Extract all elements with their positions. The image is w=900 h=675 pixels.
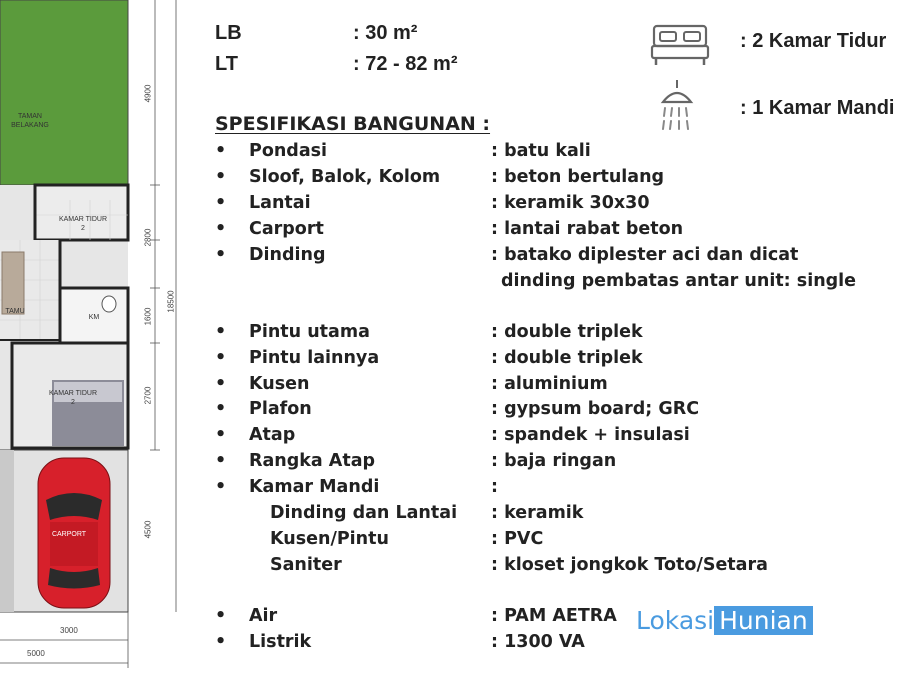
spec-label: Atap	[249, 425, 296, 445]
spec-value: : PAM AETRA	[491, 606, 617, 626]
bullet-icon: •	[215, 374, 227, 394]
spec-subitem	[215, 529, 895, 555]
spec-value: : batako diplester aci dan dicat	[491, 245, 799, 265]
dimension-2800: 2800	[143, 228, 153, 247]
spec-value: : spandek + insulasi	[491, 425, 690, 445]
spec-value: : baja ringan	[491, 451, 617, 471]
watermark-part-2: Hunian	[714, 606, 813, 635]
bullet-icon: •	[215, 322, 227, 342]
spec-value: : 1300 VA	[491, 632, 585, 652]
spec-label: Kamar Mandi	[249, 477, 380, 497]
spec-label: Air	[249, 606, 278, 626]
bullet-icon: •	[215, 477, 227, 497]
spec-label: Pintu utama	[249, 322, 370, 342]
spec-item	[215, 348, 895, 374]
spec-item	[215, 322, 895, 348]
room-label-tamu: TAMU	[5, 308, 25, 315]
dimension-2700: 2700	[143, 386, 153, 405]
bullet-icon: •	[215, 141, 227, 161]
bullet-icon: •	[215, 606, 227, 626]
spec-item	[215, 374, 895, 400]
spec-label: Listrik	[249, 632, 312, 652]
spec-value: : keramik	[491, 503, 584, 523]
spec-label: Kusen/Pintu	[270, 529, 389, 549]
room-label-carport: CARPORT	[51, 531, 87, 538]
spec-value: : batu kali	[491, 141, 591, 161]
bullet-icon: •	[215, 425, 227, 445]
spec-item	[215, 141, 895, 167]
dimension-1600: 1600	[143, 307, 153, 326]
watermark-part-1: Lokasi	[636, 606, 715, 635]
kamar-tidur-info: : 2 Kamar Tidur	[740, 30, 887, 52]
bullet-icon: •	[215, 632, 227, 652]
spec-value: :	[491, 477, 498, 497]
area-lt-key: LT	[215, 53, 238, 75]
spec-value: : double triplek	[491, 322, 643, 342]
spec-label: Dinding	[249, 245, 326, 265]
spec-subitem	[215, 555, 895, 581]
area-lb-value: : 30 m²	[353, 22, 418, 44]
spec-item	[215, 219, 895, 245]
bullet-icon: •	[215, 219, 227, 239]
dimension-3000: 3000	[60, 626, 78, 635]
spec-label: Dinding dan Lantai	[270, 503, 458, 523]
spec-label: Kusen	[249, 374, 310, 394]
room-label-kamar-tidur-top: KAMAR TIDUR 2	[58, 216, 108, 232]
dimension-4500: 4500	[143, 520, 153, 539]
room-label-km: KM	[88, 314, 100, 321]
spec-label: Pondasi	[249, 141, 328, 161]
spec-value: : gypsum board; GRC	[491, 399, 700, 419]
spec-label: Carport	[249, 219, 324, 239]
dimension-18500: 18500	[166, 290, 176, 313]
bullet-icon: •	[215, 399, 227, 419]
bed-icon	[650, 20, 710, 68]
floor-plan-drawing	[0, 0, 185, 675]
spec-item	[215, 399, 895, 425]
spec-subitem	[215, 503, 895, 529]
spec-label: Sloof, Balok, Kolom	[249, 167, 441, 187]
area-lb-key: LB	[215, 22, 242, 44]
spec-item	[215, 451, 895, 477]
kamar-mandi-info: : 1 Kamar Mandi	[740, 97, 895, 119]
spec-item	[215, 245, 895, 297]
spec-label: Lantai	[249, 193, 311, 213]
bullet-icon: •	[215, 167, 227, 187]
area-lt-value: : 72 - 82 m²	[353, 53, 458, 75]
bullet-icon: •	[215, 193, 227, 213]
spec-value-continued: dinding pembatas antar unit: single	[501, 271, 857, 291]
spec-item	[215, 193, 895, 219]
spec-value: : lantai rabat beton	[491, 219, 684, 239]
watermark-logo	[636, 606, 813, 641]
spec-label: Pintu lainnya	[249, 348, 380, 368]
bullet-icon: •	[215, 245, 227, 265]
dimension-5000: 5000	[27, 649, 45, 658]
room-label-taman: TAMAN BELAKANG	[11, 113, 49, 129]
spec-value: : double triplek	[491, 348, 643, 368]
spec-item	[215, 425, 895, 451]
spec-label: Saniter	[270, 555, 342, 575]
spec-value: : aluminium	[491, 374, 608, 394]
spec-value: : beton bertulang	[491, 167, 665, 187]
floor-plan	[0, 0, 185, 675]
garden-area	[0, 0, 128, 185]
dimension-4900: 4900	[143, 84, 153, 103]
bullet-icon: •	[215, 451, 227, 471]
spec-label: Rangka Atap	[249, 451, 376, 471]
spec-item	[215, 167, 895, 193]
spec-title: SPESIFIKASI BANGUNAN :	[215, 113, 491, 135]
spec-value: : keramik 30x30	[491, 193, 650, 213]
shower-icon	[655, 78, 700, 140]
spec-label: Plafon	[249, 399, 312, 419]
bullet-icon: •	[215, 348, 227, 368]
spec-value: : kloset jongkok Toto/Setara	[491, 555, 768, 575]
room-label-kamar-tidur-bottom: KAMAR TIDUR 2	[48, 390, 98, 406]
spec-item	[215, 477, 895, 503]
spec-value: : PVC	[491, 529, 544, 549]
